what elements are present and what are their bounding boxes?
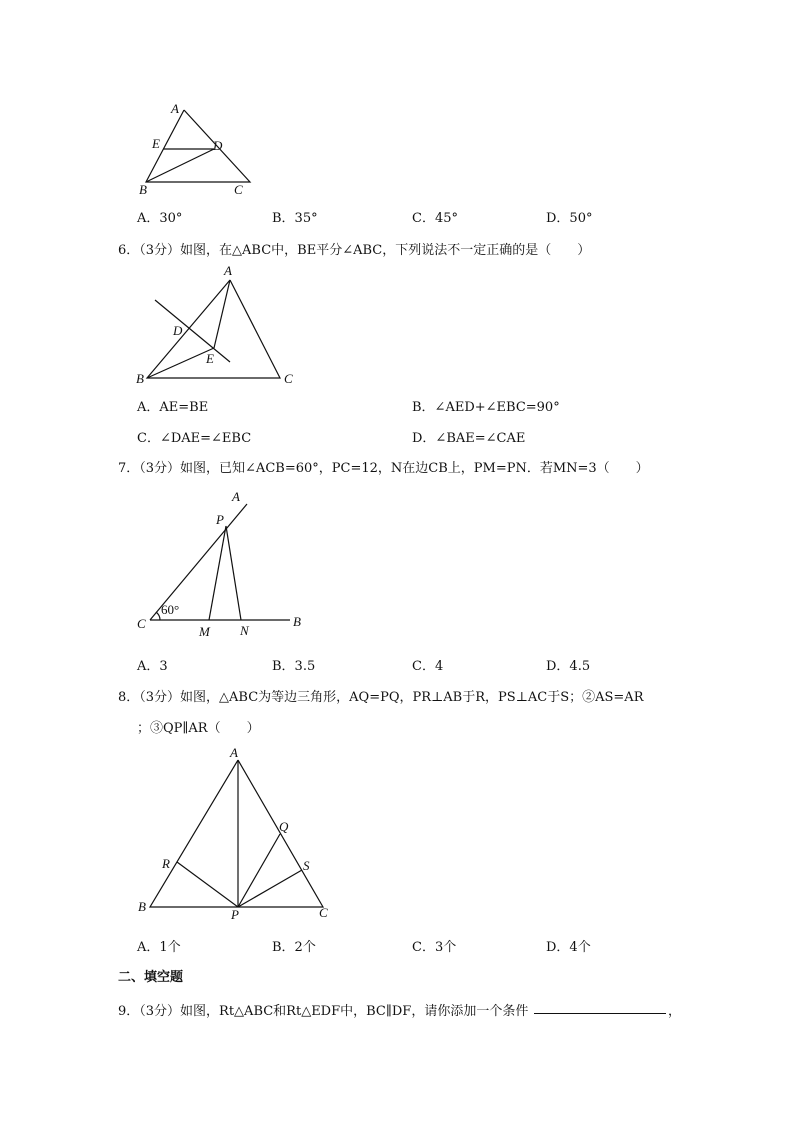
q6-segment-be bbox=[147, 348, 214, 378]
q5-option-d[interactable]: D．50° bbox=[546, 211, 593, 226]
q6-option-a[interactable]: A．AE=BE bbox=[137, 400, 209, 415]
q7-label-p: P bbox=[216, 512, 224, 527]
q7-option-c[interactable]: C．4 bbox=[412, 659, 444, 674]
q6-option-d[interactable]: D．∠BAE=∠CAE bbox=[412, 431, 526, 446]
q7-angle-arc bbox=[156, 612, 160, 620]
q8-segment-pq bbox=[238, 834, 280, 907]
q7-label-n: N bbox=[240, 623, 249, 638]
q6-label-e: E bbox=[206, 351, 214, 366]
q7-figure bbox=[130, 486, 315, 642]
q8-triangle bbox=[150, 760, 323, 907]
q8-label-c: C bbox=[319, 905, 328, 920]
q8-option-d[interactable]: D．4个 bbox=[546, 940, 591, 955]
q6-option-c[interactable]: C．∠DAE=∠EBC bbox=[137, 431, 252, 446]
q6-option-b[interactable]: B．∠AED+∠EBC=90° bbox=[412, 400, 560, 415]
q5-label-b: B bbox=[139, 182, 147, 197]
q7-option-b[interactable]: B．3.5 bbox=[272, 659, 316, 674]
q7-label-c: C bbox=[137, 616, 146, 631]
q8-label-s: S bbox=[303, 858, 310, 873]
q5-label-d: D bbox=[213, 138, 223, 153]
q8-option-c[interactable]: C．3个 bbox=[412, 940, 457, 955]
q5-figure bbox=[130, 98, 260, 200]
q9-tail: ， bbox=[668, 1004, 682, 1019]
q6-figure bbox=[130, 262, 305, 387]
q7-angle-label: 60° bbox=[161, 602, 180, 617]
q9-stem: 9．（3分）如图，Rt△ABC和Rt△EDF中，BC∥DF，请你添加一个条件 bbox=[118, 1004, 529, 1019]
q7-label-a: A bbox=[232, 489, 240, 504]
q9-answer-blank[interactable] bbox=[534, 1013, 666, 1014]
q8-option-b[interactable]: B．2个 bbox=[272, 940, 316, 955]
q5-label-a: A bbox=[171, 101, 179, 116]
q7-label-b: B bbox=[293, 614, 301, 629]
q8-stem-line2: ；③QP∥AR（ ） bbox=[137, 721, 260, 736]
section-title-fill-in: 二、填空题 bbox=[118, 970, 184, 985]
q6-label-c: C bbox=[284, 371, 293, 386]
q7-option-d[interactable]: D．4.5 bbox=[546, 659, 591, 674]
q8-option-a[interactable]: A．1个 bbox=[137, 940, 181, 955]
q5-segment-bd bbox=[146, 149, 214, 182]
q8-figure bbox=[130, 742, 340, 922]
q5-option-b[interactable]: B．35° bbox=[272, 211, 318, 226]
q6-label-d: D bbox=[173, 323, 183, 338]
q7-stem: 7．（3分）如图，已知∠ACB=60°，PC=12，N在边CB上，PM=PN．若MN=3（ ） bbox=[118, 461, 649, 476]
q8-label-b: B bbox=[138, 899, 146, 914]
q7-option-a[interactable]: A．3 bbox=[137, 659, 168, 674]
q5-option-c[interactable]: C．45° bbox=[412, 211, 458, 226]
q8-segment-pr bbox=[177, 862, 238, 907]
q7-label-m: M bbox=[199, 624, 210, 639]
q8-stem-line1: 8．（3分）如图，△ABC为等边三角形，AQ=PQ，PR⊥AB于R，PS⊥AC于S；②AS=AR bbox=[118, 690, 644, 705]
q8-label-a: A bbox=[230, 745, 238, 760]
q6-label-b: B bbox=[136, 371, 144, 386]
q7-segment-pn bbox=[226, 526, 241, 620]
q8-label-p: P bbox=[231, 907, 239, 922]
q5-label-c: C bbox=[234, 182, 243, 197]
q8-segment-ps bbox=[238, 870, 302, 907]
q5-triangle bbox=[146, 110, 250, 182]
q6-stem: 6．（3分）如图，在△ABC中，BE平分∠ABC，下列说法不一定正确的是（ ） bbox=[118, 243, 591, 258]
q5-label-e: E bbox=[152, 136, 160, 151]
q8-label-q: Q bbox=[279, 819, 289, 834]
q6-label-a: A bbox=[224, 263, 232, 278]
q5-option-a[interactable]: A．30° bbox=[137, 211, 183, 226]
q6-perpendicular-line bbox=[155, 300, 230, 362]
q8-label-r: R bbox=[162, 856, 170, 871]
